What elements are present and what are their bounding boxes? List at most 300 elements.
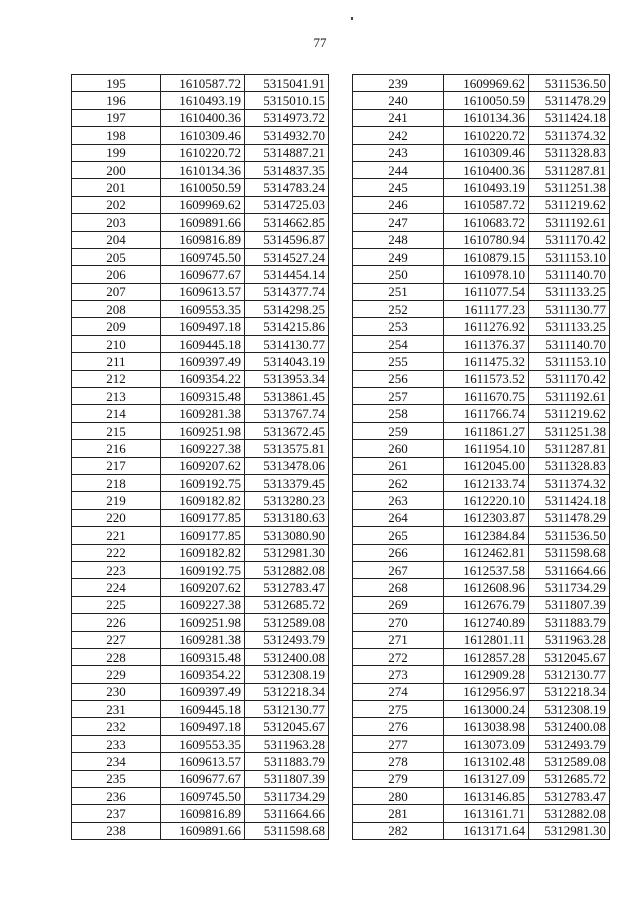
table-row xyxy=(353,179,610,196)
point-number-cell: 233 xyxy=(72,735,161,752)
x-coordinate-cell: 1609677.67 xyxy=(161,266,245,283)
x-coordinate-cell: 1613127.09 xyxy=(444,770,529,787)
y-coordinate-cell: 5311664.66 xyxy=(529,561,610,578)
x-coordinate-cell: 1610400.36 xyxy=(444,161,529,178)
x-coordinate-cell: 1609553.35 xyxy=(161,301,245,318)
table-row xyxy=(72,353,329,370)
point-number-cell: 230 xyxy=(72,683,161,700)
table-row xyxy=(353,474,610,491)
table-row xyxy=(72,161,329,178)
x-coordinate-cell: 1610050.59 xyxy=(161,179,245,196)
point-number-cell: 258 xyxy=(353,405,444,422)
x-coordinate-cell: 1610683.72 xyxy=(444,214,529,231)
y-coordinate-cell: 5311598.68 xyxy=(529,544,610,561)
point-number-cell: 255 xyxy=(353,353,444,370)
x-coordinate-cell: 1609497.18 xyxy=(161,718,245,735)
table-row xyxy=(72,614,329,631)
table-row xyxy=(353,718,610,735)
y-coordinate-cell: 5311478.29 xyxy=(529,92,610,109)
point-number-cell: 252 xyxy=(353,301,444,318)
y-coordinate-cell: 5311807.39 xyxy=(529,596,610,613)
point-number-cell: 236 xyxy=(72,788,161,805)
x-coordinate-cell: 1609816.89 xyxy=(161,805,245,822)
y-coordinate-cell: 5312981.30 xyxy=(529,822,610,839)
table-row xyxy=(353,248,610,265)
table-row xyxy=(72,301,329,318)
table-row xyxy=(72,596,329,613)
table-row xyxy=(72,561,329,578)
y-coordinate-cell: 5311807.39 xyxy=(245,770,329,787)
table-row xyxy=(72,109,329,126)
table-row xyxy=(353,75,610,92)
y-coordinate-cell: 5311130.77 xyxy=(529,301,610,318)
x-coordinate-cell: 1609613.57 xyxy=(161,753,245,770)
point-number-cell: 253 xyxy=(353,318,444,335)
table-row xyxy=(353,196,610,213)
table-row xyxy=(72,735,329,752)
y-coordinate-cell: 5312589.08 xyxy=(529,753,610,770)
table-row xyxy=(353,683,610,700)
point-number-cell: 274 xyxy=(353,683,444,700)
table-row xyxy=(353,596,610,613)
table-row xyxy=(353,492,610,509)
coordinates-table-left xyxy=(71,74,329,840)
table-row xyxy=(353,735,610,752)
point-number-cell: 267 xyxy=(353,561,444,578)
x-coordinate-cell: 1612676.79 xyxy=(444,596,529,613)
point-number-cell: 254 xyxy=(353,335,444,352)
table-row xyxy=(353,614,610,631)
y-coordinate-cell: 5312130.77 xyxy=(245,701,329,718)
x-coordinate-cell: 1609315.48 xyxy=(161,648,245,665)
table-row xyxy=(72,474,329,491)
x-coordinate-cell: 1609227.38 xyxy=(161,440,245,457)
table-body-left xyxy=(72,75,329,840)
y-coordinate-cell: 5311536.50 xyxy=(529,75,610,92)
x-coordinate-cell: 1609182.82 xyxy=(161,544,245,561)
table-row xyxy=(72,440,329,457)
x-coordinate-cell: 1612045.00 xyxy=(444,457,529,474)
x-coordinate-cell: 1612303.87 xyxy=(444,509,529,526)
x-coordinate-cell: 1613102.48 xyxy=(444,753,529,770)
y-coordinate-cell: 5311153.10 xyxy=(529,353,610,370)
x-coordinate-cell: 1610050.59 xyxy=(444,92,529,109)
y-coordinate-cell: 5311328.83 xyxy=(529,457,610,474)
x-coordinate-cell: 1613146.85 xyxy=(444,788,529,805)
point-number-cell: 208 xyxy=(72,301,161,318)
y-coordinate-cell: 5312685.72 xyxy=(245,596,329,613)
x-coordinate-cell: 1609207.62 xyxy=(161,457,245,474)
x-coordinate-cell: 1609315.48 xyxy=(161,388,245,405)
point-number-cell: 247 xyxy=(353,214,444,231)
x-coordinate-cell: 1610309.46 xyxy=(444,144,529,161)
y-coordinate-cell: 5314454.14 xyxy=(245,266,329,283)
x-coordinate-cell: 1610493.19 xyxy=(444,179,529,196)
y-coordinate-cell: 5312400.08 xyxy=(245,648,329,665)
table-row xyxy=(72,805,329,822)
y-coordinate-cell: 5311374.32 xyxy=(529,474,610,491)
point-number-cell: 276 xyxy=(353,718,444,735)
point-number-cell: 201 xyxy=(72,179,161,196)
y-coordinate-cell: 5312981.30 xyxy=(245,544,329,561)
y-coordinate-cell: 5314887.21 xyxy=(245,144,329,161)
y-coordinate-cell: 5312882.08 xyxy=(245,561,329,578)
point-number-cell: 210 xyxy=(72,335,161,352)
point-number-cell: 213 xyxy=(72,388,161,405)
x-coordinate-cell: 1609192.75 xyxy=(161,561,245,578)
x-coordinate-cell: 1610400.36 xyxy=(161,109,245,126)
point-number-cell: 248 xyxy=(353,231,444,248)
point-number-cell: 241 xyxy=(353,109,444,126)
x-coordinate-cell: 1609397.49 xyxy=(161,353,245,370)
x-coordinate-cell: 1609613.57 xyxy=(161,283,245,300)
point-number-cell: 271 xyxy=(353,631,444,648)
table-row xyxy=(72,370,329,387)
y-coordinate-cell: 5311598.68 xyxy=(245,822,329,839)
table-row xyxy=(353,161,610,178)
y-coordinate-cell: 5312308.19 xyxy=(245,666,329,683)
x-coordinate-cell: 1613161.71 xyxy=(444,805,529,822)
table-row xyxy=(353,405,610,422)
table-row xyxy=(72,92,329,109)
x-coordinate-cell: 1611954.10 xyxy=(444,440,529,457)
point-number-cell: 275 xyxy=(353,701,444,718)
x-coordinate-cell: 1609281.38 xyxy=(161,405,245,422)
y-coordinate-cell: 5312400.08 xyxy=(529,718,610,735)
table-row xyxy=(353,422,610,439)
x-coordinate-cell: 1612857.28 xyxy=(444,648,529,665)
x-coordinate-cell: 1609177.85 xyxy=(161,527,245,544)
point-number-cell: 245 xyxy=(353,179,444,196)
y-coordinate-cell: 5311287.81 xyxy=(529,440,610,457)
table-row xyxy=(72,179,329,196)
x-coordinate-cell: 1610220.72 xyxy=(444,127,529,144)
table-row xyxy=(353,805,610,822)
x-coordinate-cell: 1609397.49 xyxy=(161,683,245,700)
y-coordinate-cell: 5311424.18 xyxy=(529,492,610,509)
point-number-cell: 242 xyxy=(353,127,444,144)
table-row xyxy=(72,457,329,474)
y-coordinate-cell: 5314298.25 xyxy=(245,301,329,318)
table-row xyxy=(353,822,610,839)
table-row xyxy=(72,75,329,92)
y-coordinate-cell: 5315041.91 xyxy=(245,75,329,92)
x-coordinate-cell: 1612133.74 xyxy=(444,474,529,491)
x-coordinate-cell: 1609251.98 xyxy=(161,422,245,439)
point-number-cell: 207 xyxy=(72,283,161,300)
x-coordinate-cell: 1613171.64 xyxy=(444,822,529,839)
table-row xyxy=(353,666,610,683)
table-row xyxy=(72,753,329,770)
table-row xyxy=(72,770,329,787)
table-row xyxy=(72,492,329,509)
point-number-cell: 231 xyxy=(72,701,161,718)
table-row xyxy=(353,561,610,578)
y-coordinate-cell: 5313672.45 xyxy=(245,422,329,439)
point-number-cell: 205 xyxy=(72,248,161,265)
x-coordinate-cell: 1611573.52 xyxy=(444,370,529,387)
table-row xyxy=(353,318,610,335)
y-coordinate-cell: 5311963.28 xyxy=(245,735,329,752)
x-coordinate-cell: 1611376.37 xyxy=(444,335,529,352)
point-number-cell: 260 xyxy=(353,440,444,457)
point-number-cell: 270 xyxy=(353,614,444,631)
y-coordinate-cell: 5312308.19 xyxy=(529,701,610,718)
table-row xyxy=(72,822,329,839)
point-number-cell: 204 xyxy=(72,231,161,248)
table-row xyxy=(72,527,329,544)
table-row xyxy=(72,509,329,526)
point-number-cell: 235 xyxy=(72,770,161,787)
table-row xyxy=(353,440,610,457)
y-coordinate-cell: 5311664.66 xyxy=(245,805,329,822)
y-coordinate-cell: 5312218.34 xyxy=(529,683,610,700)
point-number-cell: 227 xyxy=(72,631,161,648)
point-number-cell: 257 xyxy=(353,388,444,405)
point-number-cell: 199 xyxy=(72,144,161,161)
table-row xyxy=(72,701,329,718)
point-number-cell: 228 xyxy=(72,648,161,665)
point-number-cell: 203 xyxy=(72,214,161,231)
table-row xyxy=(353,753,610,770)
table-row xyxy=(72,683,329,700)
point-number-cell: 234 xyxy=(72,753,161,770)
x-coordinate-cell: 1609207.62 xyxy=(161,579,245,596)
table-row xyxy=(72,335,329,352)
y-coordinate-cell: 5313767.74 xyxy=(245,405,329,422)
y-coordinate-cell: 5311478.29 xyxy=(529,509,610,526)
y-coordinate-cell: 5315010.15 xyxy=(245,92,329,109)
table-row xyxy=(72,405,329,422)
x-coordinate-cell: 1612956.97 xyxy=(444,683,529,700)
y-coordinate-cell: 5311883.79 xyxy=(245,753,329,770)
point-number-cell: 268 xyxy=(353,579,444,596)
y-coordinate-cell: 5311328.83 xyxy=(529,144,610,161)
x-coordinate-cell: 1609891.66 xyxy=(161,822,245,839)
y-coordinate-cell: 5312045.67 xyxy=(245,718,329,735)
x-coordinate-cell: 1609281.38 xyxy=(161,631,245,648)
table-row xyxy=(72,144,329,161)
point-number-cell: 269 xyxy=(353,596,444,613)
point-number-cell: 195 xyxy=(72,75,161,92)
x-coordinate-cell: 1612801.11 xyxy=(444,631,529,648)
y-coordinate-cell: 5313575.81 xyxy=(245,440,329,457)
y-coordinate-cell: 5311133.25 xyxy=(529,318,610,335)
point-number-cell: 209 xyxy=(72,318,161,335)
x-coordinate-cell: 1609497.18 xyxy=(161,318,245,335)
point-number-cell: 197 xyxy=(72,109,161,126)
point-number-cell: 229 xyxy=(72,666,161,683)
point-number-cell: 250 xyxy=(353,266,444,283)
x-coordinate-cell: 1609227.38 xyxy=(161,596,245,613)
point-number-cell: 200 xyxy=(72,161,161,178)
y-coordinate-cell: 5314837.35 xyxy=(245,161,329,178)
x-coordinate-cell: 1609354.22 xyxy=(161,666,245,683)
coordinates-table-right xyxy=(352,74,610,840)
table-row xyxy=(353,214,610,231)
y-coordinate-cell: 5311424.18 xyxy=(529,109,610,126)
point-number-cell: 217 xyxy=(72,457,161,474)
point-number-cell: 202 xyxy=(72,196,161,213)
x-coordinate-cell: 1609251.98 xyxy=(161,614,245,631)
x-coordinate-cell: 1610493.19 xyxy=(161,92,245,109)
y-coordinate-cell: 5313180.63 xyxy=(245,509,329,526)
point-number-cell: 224 xyxy=(72,579,161,596)
table-row xyxy=(72,648,329,665)
x-coordinate-cell: 1610134.36 xyxy=(444,109,529,126)
point-number-cell: 212 xyxy=(72,370,161,387)
x-coordinate-cell: 1611475.32 xyxy=(444,353,529,370)
y-coordinate-cell: 5312685.72 xyxy=(529,770,610,787)
table-row xyxy=(353,457,610,474)
point-number-cell: 218 xyxy=(72,474,161,491)
point-number-cell: 261 xyxy=(353,457,444,474)
x-coordinate-cell: 1609553.35 xyxy=(161,735,245,752)
point-number-cell: 232 xyxy=(72,718,161,735)
table-row xyxy=(353,579,610,596)
y-coordinate-cell: 5312882.08 xyxy=(529,805,610,822)
point-number-cell: 246 xyxy=(353,196,444,213)
y-coordinate-cell: 5311140.70 xyxy=(529,335,610,352)
table-row xyxy=(353,283,610,300)
point-number-cell: 251 xyxy=(353,283,444,300)
table-row xyxy=(72,544,329,561)
x-coordinate-cell: 1613038.98 xyxy=(444,718,529,735)
y-coordinate-cell: 5312045.67 xyxy=(529,648,610,665)
y-coordinate-cell: 5313953.34 xyxy=(245,370,329,387)
table-row xyxy=(72,283,329,300)
x-coordinate-cell: 1609816.89 xyxy=(161,231,245,248)
x-coordinate-cell: 1610134.36 xyxy=(161,161,245,178)
x-coordinate-cell: 1610587.72 xyxy=(444,196,529,213)
point-number-cell: 237 xyxy=(72,805,161,822)
y-coordinate-cell: 5314377.74 xyxy=(245,283,329,300)
y-coordinate-cell: 5313280.23 xyxy=(245,492,329,509)
point-number-cell: 262 xyxy=(353,474,444,491)
x-coordinate-cell: 1612384.84 xyxy=(444,527,529,544)
y-coordinate-cell: 5314662.85 xyxy=(245,214,329,231)
point-number-cell: 226 xyxy=(72,614,161,631)
table-row xyxy=(353,335,610,352)
table-row xyxy=(72,196,329,213)
x-coordinate-cell: 1610220.72 xyxy=(161,144,245,161)
point-number-cell: 278 xyxy=(353,753,444,770)
x-coordinate-cell: 1609182.82 xyxy=(161,492,245,509)
table-row xyxy=(353,527,610,544)
table-row xyxy=(353,648,610,665)
point-number-cell: 211 xyxy=(72,353,161,370)
table-row xyxy=(353,92,610,109)
scan-mark xyxy=(351,17,353,20)
x-coordinate-cell: 1613000.24 xyxy=(444,701,529,718)
x-coordinate-cell: 1609969.62 xyxy=(161,196,245,213)
y-coordinate-cell: 5312783.47 xyxy=(245,579,329,596)
y-coordinate-cell: 5311251.38 xyxy=(529,422,610,439)
point-number-cell: 225 xyxy=(72,596,161,613)
point-number-cell: 265 xyxy=(353,527,444,544)
table-row xyxy=(72,231,329,248)
point-number-cell: 240 xyxy=(353,92,444,109)
y-coordinate-cell: 5314130.77 xyxy=(245,335,329,352)
y-coordinate-cell: 5311219.62 xyxy=(529,196,610,213)
point-number-cell: 196 xyxy=(72,92,161,109)
y-coordinate-cell: 5312130.77 xyxy=(529,666,610,683)
point-number-cell: 264 xyxy=(353,509,444,526)
y-coordinate-cell: 5314527.24 xyxy=(245,248,329,265)
y-coordinate-cell: 5312783.47 xyxy=(529,788,610,805)
point-number-cell: 244 xyxy=(353,161,444,178)
point-number-cell: 281 xyxy=(353,805,444,822)
point-number-cell: 214 xyxy=(72,405,161,422)
x-coordinate-cell: 1609969.62 xyxy=(444,75,529,92)
y-coordinate-cell: 5311170.42 xyxy=(529,231,610,248)
table-row xyxy=(353,370,610,387)
y-coordinate-cell: 5311734.29 xyxy=(245,788,329,805)
table-row xyxy=(353,701,610,718)
x-coordinate-cell: 1612220.10 xyxy=(444,492,529,509)
x-coordinate-cell: 1613073.09 xyxy=(444,735,529,752)
point-number-cell: 220 xyxy=(72,509,161,526)
x-coordinate-cell: 1611670.75 xyxy=(444,388,529,405)
y-coordinate-cell: 5313861.45 xyxy=(245,388,329,405)
table-row xyxy=(72,266,329,283)
y-coordinate-cell: 5314783.24 xyxy=(245,179,329,196)
table-row xyxy=(353,788,610,805)
x-coordinate-cell: 1611861.27 xyxy=(444,422,529,439)
x-coordinate-cell: 1609192.75 xyxy=(161,474,245,491)
point-number-cell: 216 xyxy=(72,440,161,457)
y-coordinate-cell: 5311374.32 xyxy=(529,127,610,144)
table-row xyxy=(72,579,329,596)
point-number-cell: 223 xyxy=(72,561,161,578)
x-coordinate-cell: 1609677.67 xyxy=(161,770,245,787)
table-row xyxy=(72,318,329,335)
point-number-cell: 222 xyxy=(72,544,161,561)
table-row xyxy=(72,214,329,231)
y-coordinate-cell: 5313379.45 xyxy=(245,474,329,491)
y-coordinate-cell: 5311251.38 xyxy=(529,179,610,196)
point-number-cell: 279 xyxy=(353,770,444,787)
point-number-cell: 263 xyxy=(353,492,444,509)
point-number-cell: 256 xyxy=(353,370,444,387)
table-row xyxy=(353,353,610,370)
x-coordinate-cell: 1611766.74 xyxy=(444,405,529,422)
x-coordinate-cell: 1610587.72 xyxy=(161,75,245,92)
table-body-right xyxy=(353,75,610,840)
x-coordinate-cell: 1609745.50 xyxy=(161,788,245,805)
x-coordinate-cell: 1609177.85 xyxy=(161,509,245,526)
y-coordinate-cell: 5311883.79 xyxy=(529,614,610,631)
table-row xyxy=(353,301,610,318)
point-number-cell: 282 xyxy=(353,822,444,839)
point-number-cell: 206 xyxy=(72,266,161,283)
table-row xyxy=(72,248,329,265)
point-number-cell: 215 xyxy=(72,422,161,439)
point-number-cell: 243 xyxy=(353,144,444,161)
y-coordinate-cell: 5314725.03 xyxy=(245,196,329,213)
y-coordinate-cell: 5311287.81 xyxy=(529,161,610,178)
table-row xyxy=(353,127,610,144)
table-row xyxy=(353,266,610,283)
x-coordinate-cell: 1612909.28 xyxy=(444,666,529,683)
point-number-cell: 198 xyxy=(72,127,161,144)
point-number-cell: 280 xyxy=(353,788,444,805)
table-row xyxy=(353,109,610,126)
y-coordinate-cell: 5311170.42 xyxy=(529,370,610,387)
point-number-cell: 249 xyxy=(353,248,444,265)
y-coordinate-cell: 5312218.34 xyxy=(245,683,329,700)
y-coordinate-cell: 5313080.90 xyxy=(245,527,329,544)
